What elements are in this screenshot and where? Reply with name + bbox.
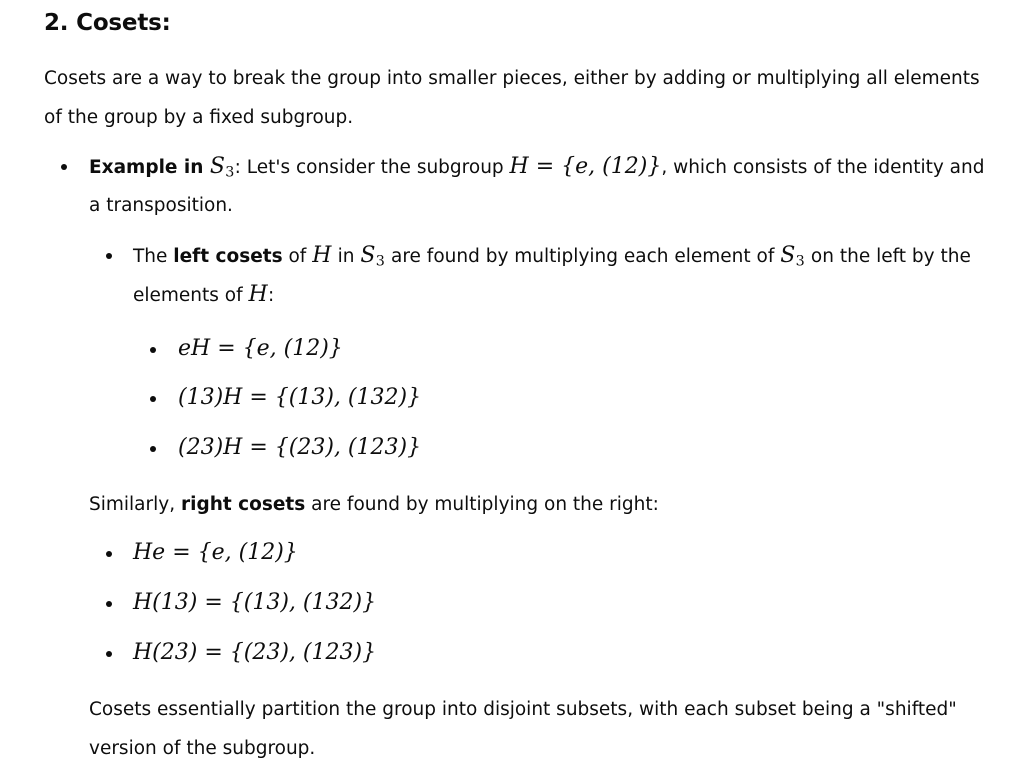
example-text-1: : Let's consider the subgroup [234,157,510,178]
right-coset-item: H(23) = {(23), (123)} [133,640,377,665]
bullet-dot [150,396,156,402]
bullet-dot [61,164,67,170]
bullet-dot [150,347,156,353]
example-group-symbol: $S_3$ [209,154,235,181]
bullet-dot [106,253,112,259]
example-text-2: , which consists of the identity and [661,157,985,178]
left-coset-item: eH = {e, (12)} [178,336,343,361]
bullet-dot [150,446,156,452]
left-coset-item: (13)H = {(13), (132)} [178,385,422,410]
left-coset-item: (23)H = {(23), (123)} [178,435,422,460]
right-cosets-intro: Similarly, right cosets are found by multiplying on the right: [89,494,659,515]
section-heading: 2. Cosets: [44,10,171,36]
left-cosets-term: left cosets [173,246,283,267]
conclusion-line-1: Cosets essentially partition the group into disjoint subsets, with each subset being a "shifted" [89,699,957,720]
bullet-dot [106,651,112,657]
example-line-2: a transposition. [89,195,233,216]
intro-line-1: Cosets are a way to break the group into smaller pieces, either by adding or multiplying all elements [44,68,980,89]
example-label: Example in [89,157,210,178]
right-cosets-term: right cosets [180,494,306,515]
example-subgroup-math: H = {e, (12)} [509,154,662,179]
intro-line-2: of the group by a fixed subgroup. [44,107,354,128]
right-coset-item: He = {e, (12)} [133,540,298,565]
right-coset-item: H(13) = {(13), (132)} [133,590,377,615]
bullet-dot [106,551,112,557]
left-cosets-line-1: The left cosets of H in $S_3$ are found by multiplying each element of $S_3$ on the left by the [133,243,971,270]
conclusion-line-2: version of the subgroup. [89,738,316,759]
bullet-dot [106,601,112,607]
left-cosets-line-2: elements of H: [133,282,275,307]
